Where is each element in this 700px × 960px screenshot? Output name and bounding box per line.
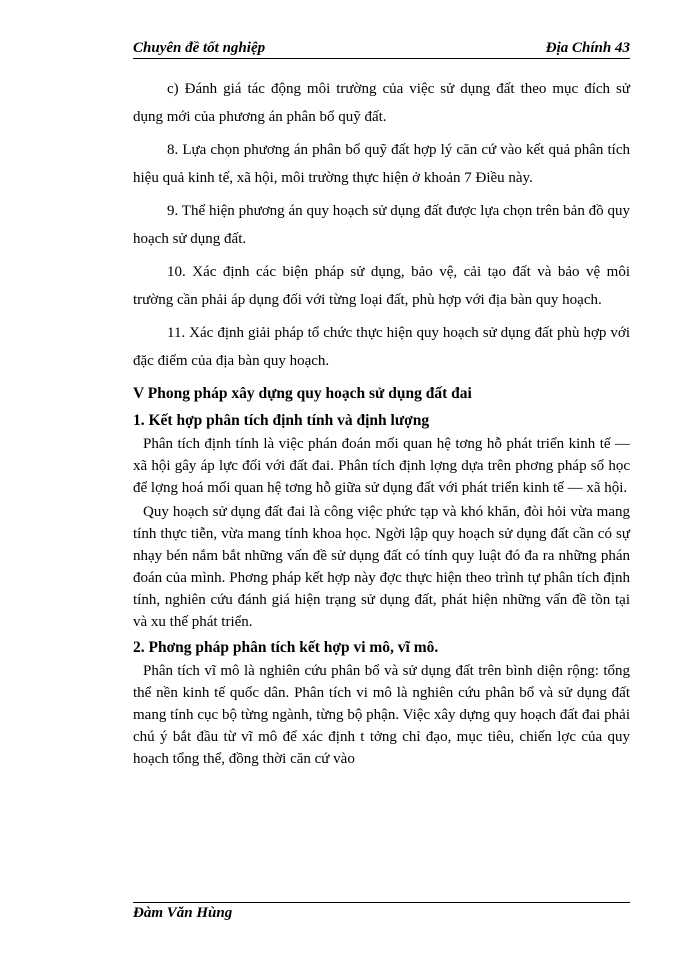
footer-author: Đàm Văn Hùng [133,905,233,921]
paragraph: 9. Thể hiện phương án quy hoạch sử dụng đất được lựa chọn trên bản đồ quy hoạch sử dụng đất. [133,203,630,247]
paragraph: 10. Xác định các biện pháp sử dụng, bảo vệ, cải tạo đất và bảo vệ môi trường cần phải áp dụng đối với từng loại đất, phù hợp với địa bàn quy hoạch. [133,264,630,308]
document-body [133,76,630,772]
paragraph: c) Đánh giá tác động môi trường của việc sử dụng đất theo mục đích sử dụng mới của phương án phân bổ quỹ đất. [133,81,630,125]
header-right-title: Địa Chính 43 [545,40,630,56]
paragraph: Quy hoạch sử dụng đất đai là công việc phức tạp và khó khăn, đòi hỏi vừa mang tính thực tiễn, vừa mang tính khoa học. Ngời lập quy hoạch sử dụng đất cần có sự nhạy bén nắm bắt những vấn đề sử dụng đất có tính quy luật đó đa ra những phán đoán của mình. Phơng pháp kết hợp này đợc thực hiện theo trình tự phân tích định tính, nghiên cứu đánh giá hiện trạng sử dụng đất, phát hiện những vấn đề tồn tại và xu thế phát triển. [133,504,630,630]
paragraph: 11. Xác định giải pháp tổ chức thực hiện quy hoạch sử dụng đất phù hợp với đặc điểm của địa bàn quy hoạch. [133,325,630,369]
header-left-title: Chuyên đề tốt nghiệp [133,40,266,56]
paragraph: Phân tích định tính là việc phán đoán mối quan hệ tơng hỗ phát triển kinh tế — xã hội gây áp lực đối với đất đai. Phân tích định lợng dựa trên phơng pháp số học để lợng hoá mối quan hệ tơng hỗ giữa sử dụng đất với phát triển kinh tế — xã hội. [133,436,630,496]
paragraph: Phân tích vĩ mô là nghiên cứu phân bổ và sử dụng đất trên bình diện rộng: tổng thể nền kinh tế quốc dân. Phân tích vi mô là nghiên cứu phân bổ và sử dụng đất mang tính cục bộ từng ngành, từng bộ phận. Việc xây dựng quy hoạch đất đai phải chú ý bắt đầu từ vĩ mô để xác định t tởng chỉ đạo, mục tiêu, chiến lợc của quy hoạch tổng thể, đồng thời căn cứ vào [133,663,630,767]
footer-divider [133,902,630,903]
subsection-heading-2: 2. Phơng pháp phân tích kết hợp vi mô, vĩ mô. [133,639,439,656]
paragraph: 8. Lựa chọn phương án phân bổ quỹ đất hợp lý căn cứ vào kết quả phân tích hiệu quả kinh tế, xã hội, môi trường thực hiện ở khoản 7 Điều này. [133,142,630,186]
section-heading-v: V Phong pháp xây dựng quy hoạch sử dụng đất đai [133,385,472,402]
page-header [133,40,630,59]
subsection-heading-1: 1. Kết hợp phân tích định tính và định lượng [133,412,430,429]
